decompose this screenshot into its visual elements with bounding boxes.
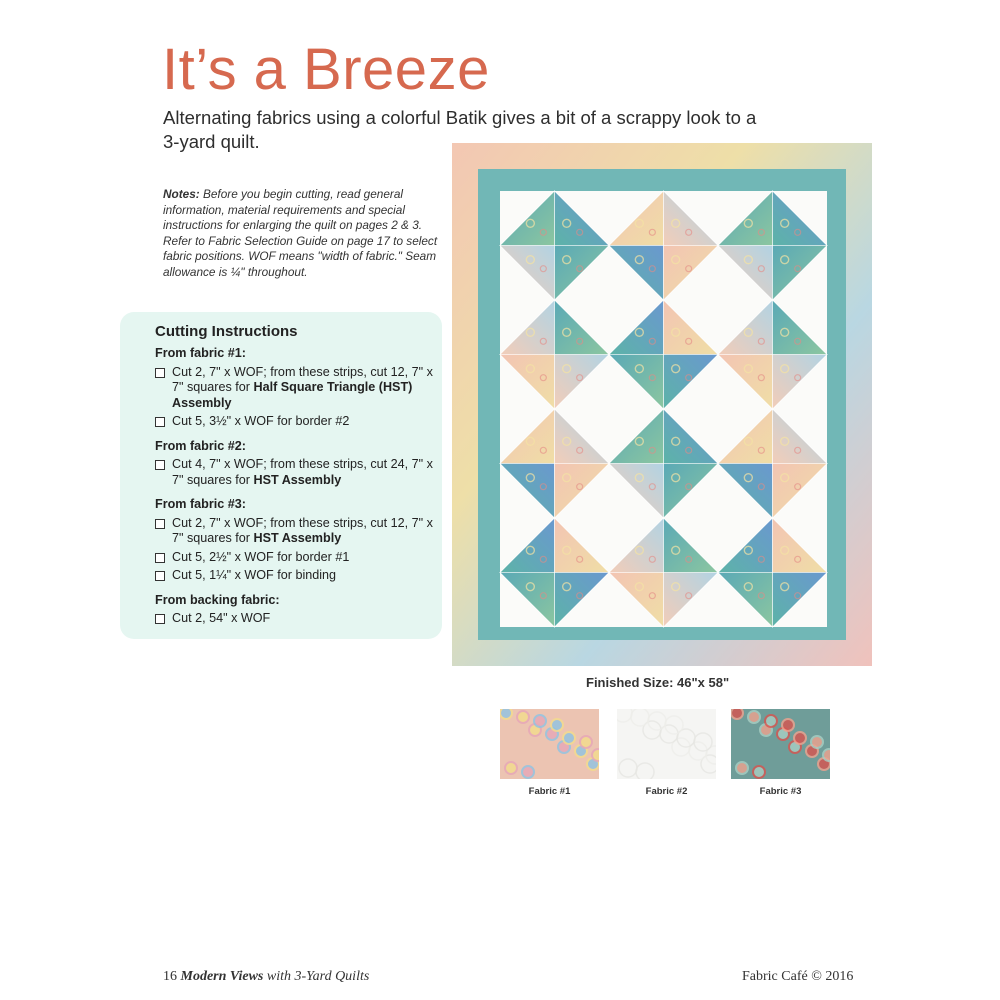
checkbox-icon (155, 519, 165, 529)
notes-paragraph (163, 187, 445, 281)
finished-size-caption: Finished Size: 46"x 58" (586, 675, 730, 690)
cutting-instructions-title: Cutting Instructions (155, 323, 298, 340)
notes-text: Before you begin cutting, read general information, material requirements and special instructions for enlarging the quilt on pages 2 & 3. Refer to Fabric Selection Guide on page 17 to select fabric positions. WOF means "width of fabric." Seam allowance is ¼" throughout. (163, 187, 438, 279)
checkbox-icon (155, 571, 165, 581)
cutting-group-heading: From fabric #1: (155, 346, 246, 360)
cutting-item-text: Cut 2, 7" x WOF; from these strips, cut 12, 7" x 7" squares for (172, 515, 433, 545)
cutting-item-text: Cut 5, 1¼" x WOF for binding (172, 568, 337, 582)
fabric-swatch-label: Fabric #2 (645, 786, 688, 797)
cutting-item-text: Cut 4, 7" x WOF; from these strips, cut 24, 7" x 7" squares for (172, 457, 433, 487)
cutting-group-heading: From fabric #3: (155, 497, 246, 511)
cutting-item (155, 414, 435, 430)
book-title: Modern Views (180, 969, 264, 984)
cutting-group-heading: From fabric #2: (155, 438, 246, 453)
cutting-group (155, 497, 435, 584)
cutting-item-text: Cut 2, 54" x WOF (172, 611, 271, 625)
cutting-item (155, 457, 435, 488)
cutting-item (155, 568, 435, 584)
cutting-item (155, 611, 435, 627)
cutting-item-emphasis: Half Square Triangle (HST) Assembly (172, 380, 413, 410)
cutting-group-heading: From backing fabric: (155, 592, 280, 607)
page-number: 16 (163, 969, 177, 984)
cutting-item-emphasis: HST Assembly (253, 472, 342, 487)
cutting-item (155, 516, 435, 547)
cutting-item (155, 365, 435, 412)
cutting-group (155, 439, 435, 489)
cutting-item-text: Cut 5, 3½" x WOF for border #2 (172, 414, 350, 428)
page-title: It’s a Breeze (162, 37, 490, 102)
page-subtitle: Alternating fabrics using a colorful Batik gives a bit of a scrappy look to a 3-yard quilt. (163, 107, 757, 152)
footer-book-ref (163, 969, 369, 985)
fabric-swatch (617, 709, 716, 779)
cutting-group (155, 346, 435, 430)
fabric-swatch-label: Fabric #3 (759, 786, 802, 797)
fabric-swatch-label: Fabric #1 (528, 786, 571, 797)
checkbox-icon (155, 553, 165, 563)
checkbox-icon (155, 368, 165, 378)
cutting-instructions-panel (120, 312, 442, 639)
checkbox-icon (155, 614, 165, 624)
cutting-item-emphasis: HST Assembly (253, 531, 342, 545)
checkbox-icon (155, 417, 165, 427)
notes-label: Notes: (163, 187, 200, 201)
cutting-item-text: Cut 2, 7" x WOF; from these strips, cut 12, 7" x 7" squares for (172, 364, 433, 394)
footer-copyright: Fabric Café © 2016 (742, 969, 854, 984)
book-title-rest: with 3-Yard Quilts (263, 969, 370, 984)
fabric-swatch (500, 709, 599, 779)
cutting-instructions-list (155, 346, 435, 636)
checkbox-icon (155, 460, 165, 470)
quilt-photo (452, 143, 872, 666)
cutting-item (155, 550, 435, 566)
cutting-item-text: Cut 5, 2½" x WOF for border #1 (172, 549, 350, 564)
fabric-swatch (731, 709, 830, 779)
cutting-group (155, 593, 435, 627)
